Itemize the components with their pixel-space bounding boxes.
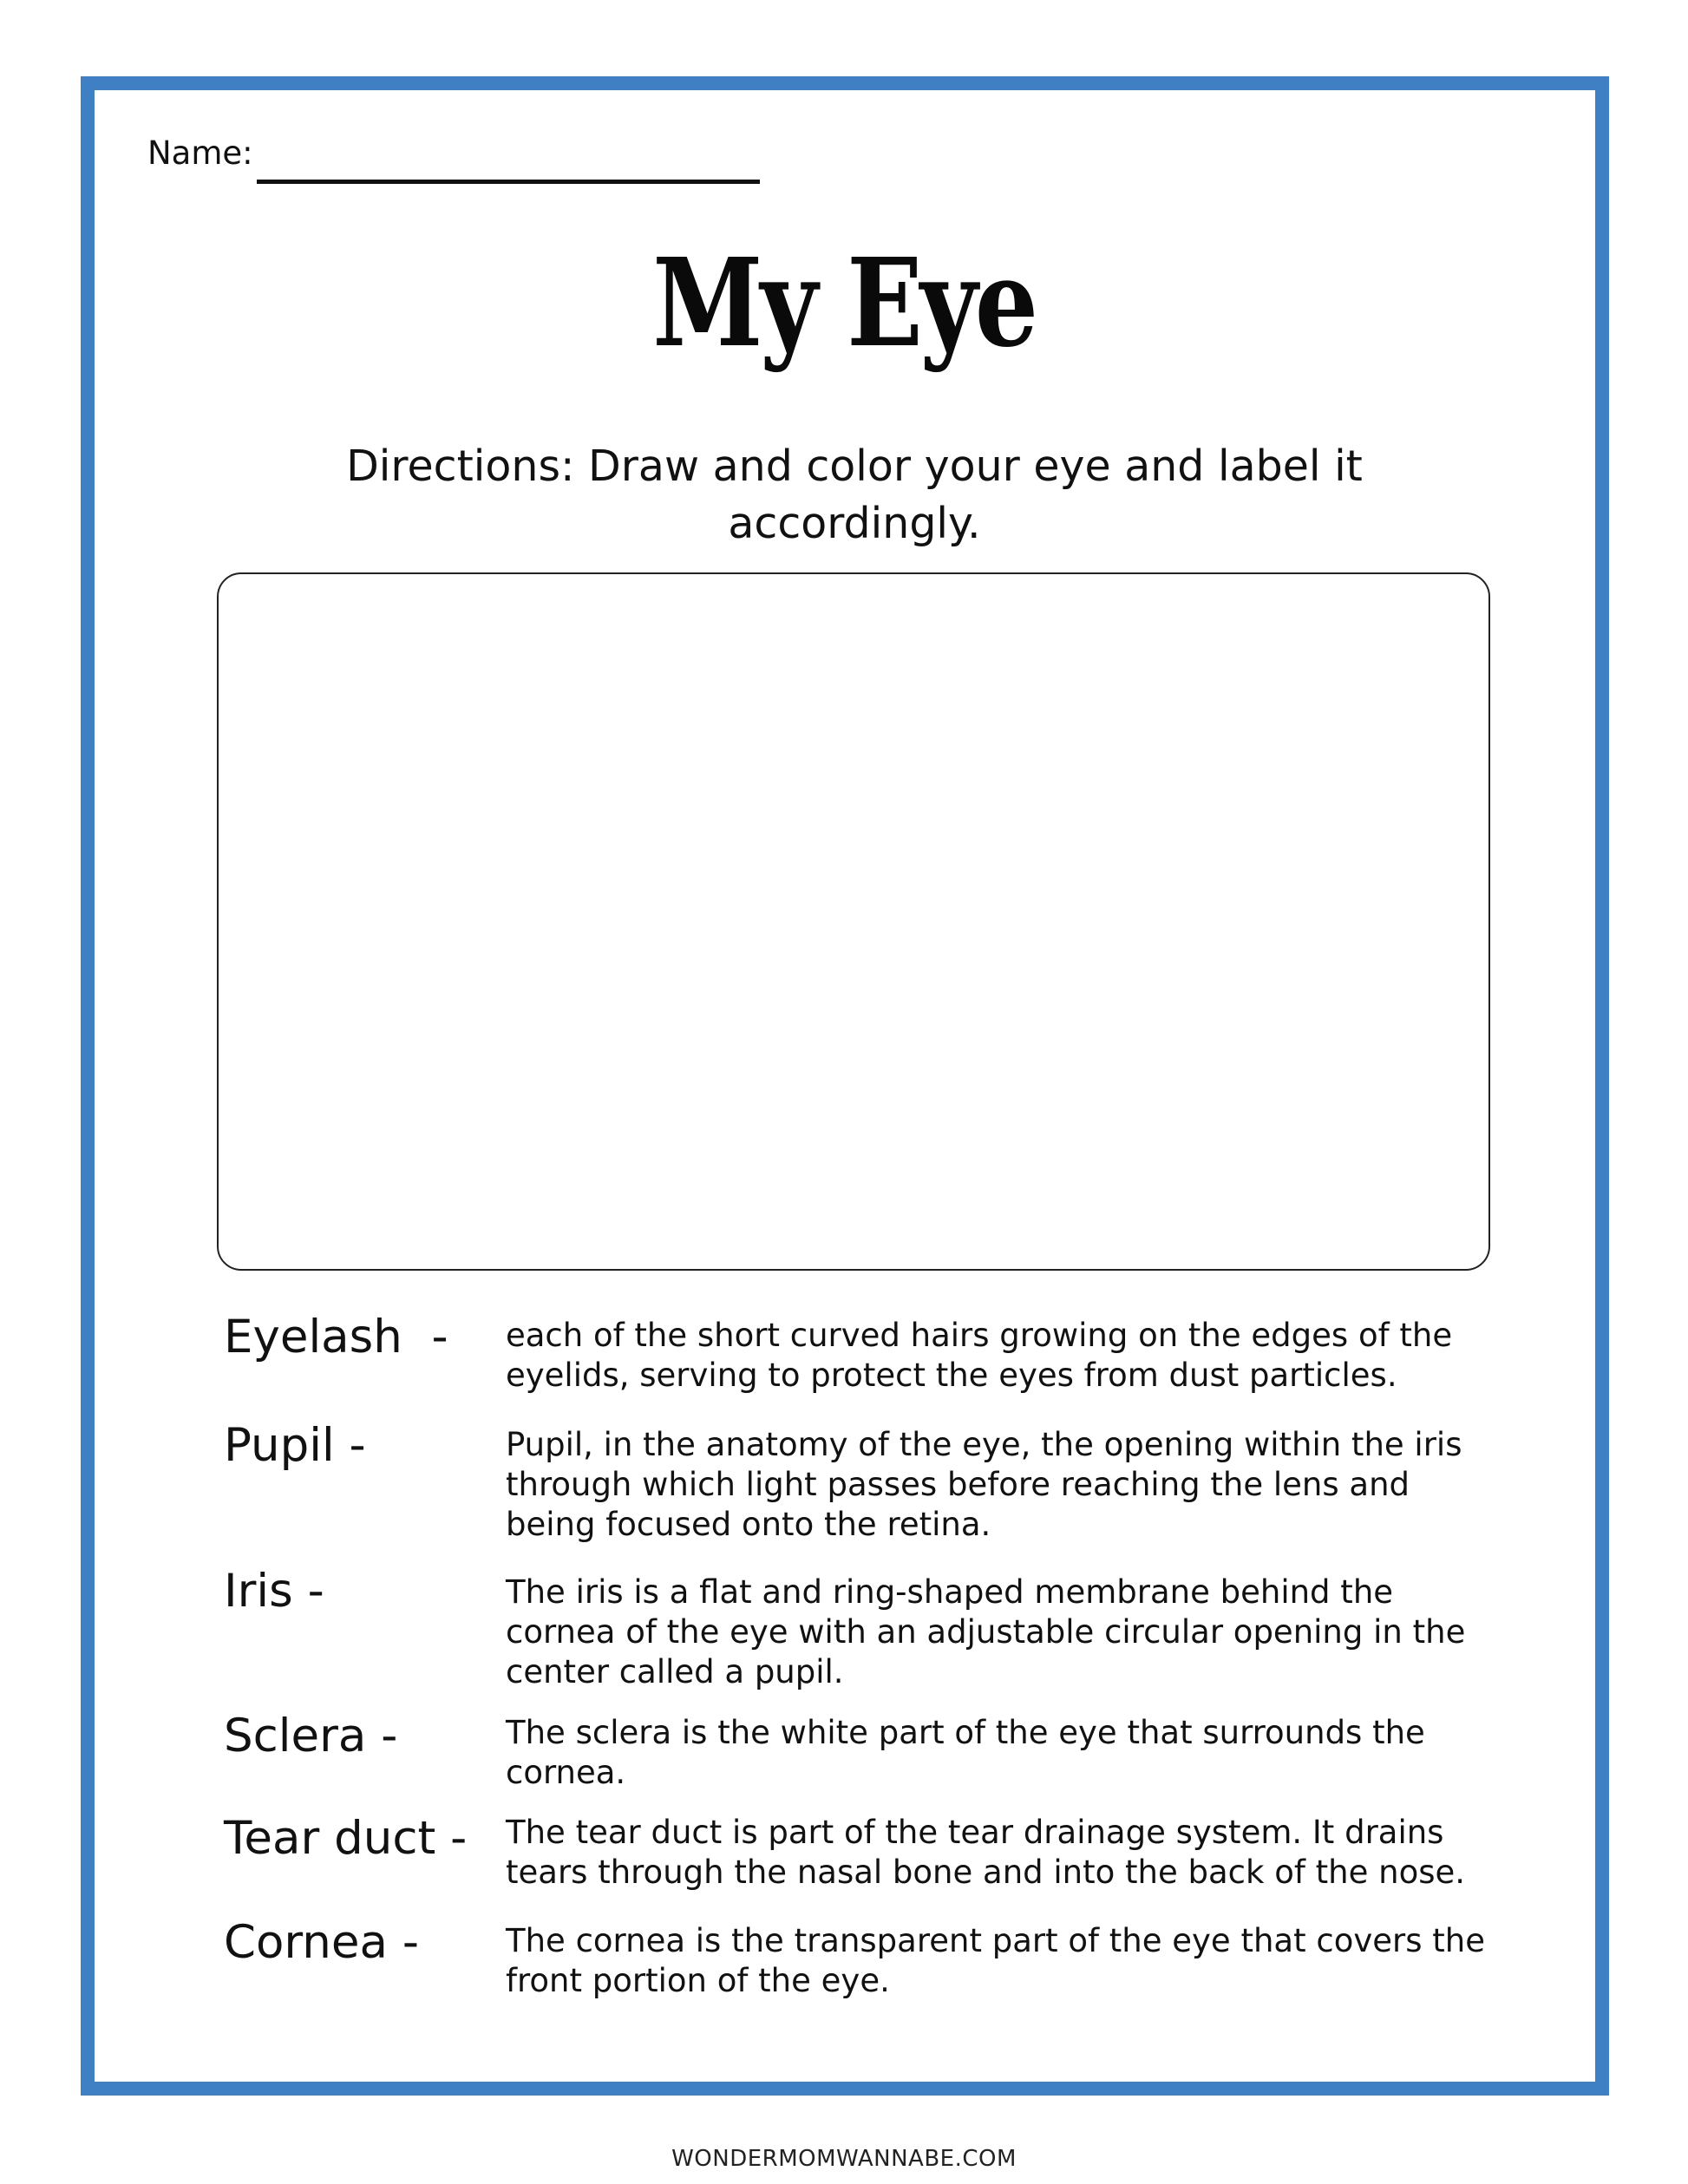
- name-label: Name:: [147, 134, 253, 172]
- drawing-area[interactable]: [217, 572, 1490, 1271]
- term-tear-duct: Tear duct -: [224, 1812, 468, 1865]
- term-sclera: Sclera -: [224, 1710, 398, 1762]
- term-cornea: Cornea -: [224, 1916, 419, 1969]
- definition-sclera: The sclera is the white part of the eye that surrounds the cornea.: [506, 1714, 1425, 1791]
- definition-tear-duct: The tear duct is part of the tear drainage system. It drains tears through the nasal bone and into the back of the nose.: [506, 1814, 1466, 1891]
- directions-text: Directions: Draw and color your eye and label it accordingly.: [346, 441, 1363, 548]
- definition-pupil: Pupil, in the anatomy of the eye, the opening within the iris through which light passes before reaching the lens and being focused onto the retina.: [506, 1426, 1462, 1543]
- worksheet-title: My Eye: [652, 232, 1036, 375]
- term-pupil: Pupil -: [224, 1419, 366, 1472]
- term-iris: Iris -: [224, 1565, 324, 1618]
- definition-iris: The iris is a flat and ring-shaped membrane behind the cornea of the eye with an adjustable circular opening in the center called a pupil.: [506, 1573, 1466, 1690]
- definition-cornea: The cornea is the transparent part of the eye that covers the front portion of the eye.: [506, 1922, 1485, 1999]
- definition-eyelash: each of the short curved hairs growing on the edges of the eyelids, serving to protect the eyes from dust particles.: [506, 1317, 1453, 1394]
- name-blank-line[interactable]: [257, 180, 760, 184]
- footer-website: WONDERMOMWANNABE.COM: [671, 2146, 1017, 2172]
- term-eyelash: Eyelash -: [224, 1311, 448, 1363]
